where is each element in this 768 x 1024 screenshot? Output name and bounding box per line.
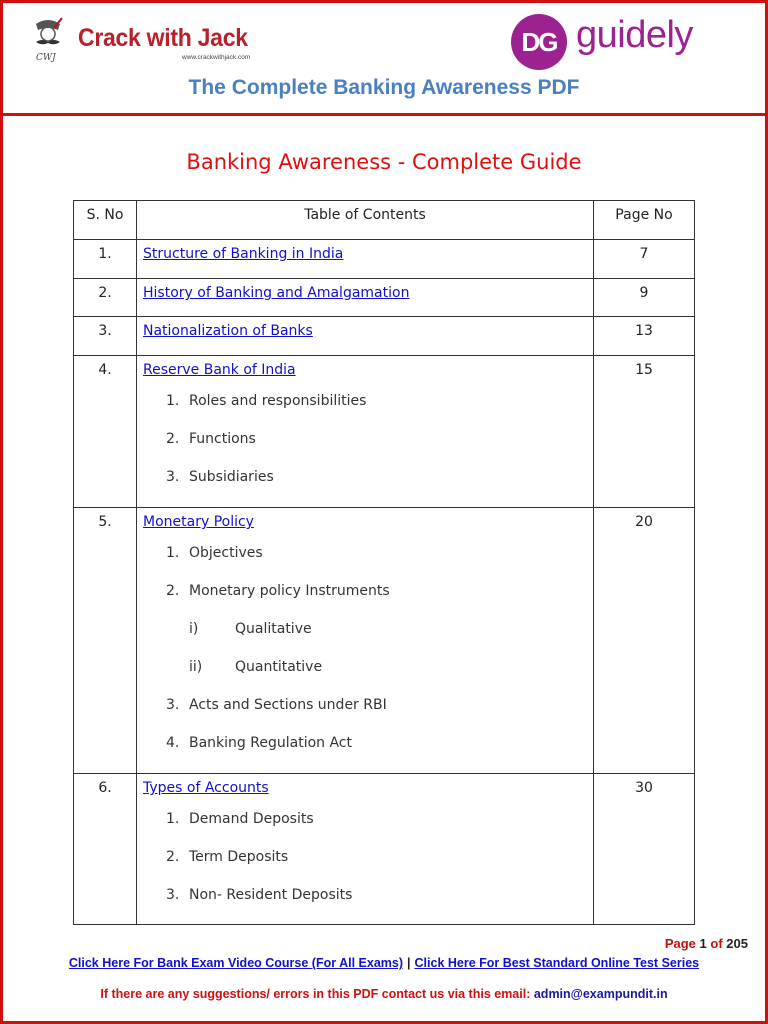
row-page-number: 9 [594, 279, 695, 317]
row-topic [137, 508, 594, 774]
subtopic-item [143, 420, 593, 458]
subtopic-number: 1. [166, 545, 180, 561]
table-of-contents [73, 200, 695, 925]
subtopic-item [143, 382, 593, 420]
topic-link[interactable]: Nationalization of Banks [143, 323, 313, 339]
table-row [74, 774, 695, 925]
row-number: 6. [74, 774, 137, 925]
subtopic-text: Term Deposits [189, 849, 289, 865]
subtopic-text: Functions [189, 431, 256, 447]
table-row [74, 240, 695, 279]
contact-text: If there are any suggestions/ errors in this PDF contact us via this email: [100, 987, 531, 1001]
subtopic-text: Monetary policy Instruments [189, 583, 390, 599]
subtopic-number: 3. [166, 469, 180, 485]
row-page-number: 7 [594, 240, 695, 279]
subtopic-text: Demand Deposits [189, 811, 314, 827]
subtopic-text: Quantitative [235, 659, 323, 675]
topic-link[interactable]: Monetary Policy [143, 514, 254, 530]
video-course-link[interactable]: Click Here For Bank Exam Video Course (For All Exams) [68, 956, 404, 970]
subtopic-number: i) [189, 621, 199, 637]
subtopic-text: Subsidiaries [189, 469, 274, 485]
subtopic-number: 1. [166, 811, 180, 827]
subtopic-item [143, 534, 593, 572]
page-total: 205 [726, 936, 748, 951]
subtopic-text: Acts and Sections under RBI [189, 697, 387, 713]
subtopic-text: Objectives [189, 545, 263, 561]
topic-link[interactable]: Reserve Bank of India [143, 362, 296, 378]
row-number: 1. [74, 240, 137, 279]
subtopic-item [143, 876, 593, 914]
subtopic-item [143, 648, 593, 686]
subtopic-text: Banking Regulation Act [189, 735, 352, 751]
subtopic-item [143, 724, 593, 762]
guidely-logo-icon [511, 14, 567, 70]
subtopic-number: 2. [166, 431, 180, 447]
subtopic-item [143, 686, 593, 724]
header-sno: S. No [74, 201, 137, 240]
guidely-brand: guidely [576, 14, 693, 56]
table-row [74, 508, 695, 774]
subtopic-item [143, 610, 593, 648]
subtopic-text: Qualitative [235, 621, 312, 637]
table-row [74, 317, 695, 356]
row-number: 3. [74, 317, 137, 356]
page-of: of [710, 936, 723, 951]
subtopic-number: 4. [166, 735, 180, 751]
header-page: Page No [594, 201, 695, 240]
row-page-number: 30 [594, 774, 695, 925]
footer-separator: | [407, 956, 411, 970]
row-number: 2. [74, 279, 137, 317]
subtopic-number: 3. [166, 697, 180, 713]
header-divider [3, 113, 765, 116]
row-page-number: 13 [594, 317, 695, 356]
document-title: The Complete Banking Awareness PDF [188, 76, 580, 99]
table-header-row [74, 201, 695, 240]
crack-with-jack-url[interactable]: www.crackwithjack.com [182, 54, 251, 61]
subtopic-number: 2. [166, 583, 180, 599]
topic-link[interactable]: Types of Accounts [143, 780, 269, 796]
topic-link[interactable]: Structure of Banking in India [143, 246, 344, 262]
page-current: 1 [699, 936, 707, 951]
row-number: 5. [74, 508, 137, 774]
row-topic [137, 317, 594, 356]
crack-with-jack-brand: Crack with Jack [78, 24, 248, 52]
subtopic-number: ii) [189, 659, 203, 675]
table-row [74, 279, 695, 317]
footer-contact [0, 987, 768, 1001]
subtopic-number: 1. [166, 393, 180, 409]
test-series-link[interactable]: Click Here For Best Standard Online Test Series [414, 956, 700, 970]
subtopic-item [143, 800, 593, 838]
subtopic-number: 3. [166, 887, 180, 903]
row-page-number: 20 [594, 508, 695, 774]
subtopic-item [143, 572, 593, 610]
crack-with-jack-logo-icon [28, 14, 68, 62]
header-contents: Table of Contents [137, 201, 594, 240]
cwj-monogram: CWJ [36, 53, 56, 62]
guidely-badge-text: DG [521, 26, 557, 57]
topic-link[interactable]: History of Banking and Amalgamation [143, 285, 410, 301]
row-topic [137, 279, 594, 317]
row-number: 4. [74, 356, 137, 508]
row-page-number: 15 [594, 356, 695, 508]
subtopic-item [143, 838, 593, 876]
page-label: Page [664, 936, 696, 951]
footer-links [0, 956, 768, 970]
subtopic-text: Non- Resident Deposits [189, 887, 353, 903]
row-topic [137, 356, 594, 508]
row-topic [137, 240, 594, 279]
subtopic-number: 2. [166, 849, 180, 865]
contact-email-link[interactable]: admin@exampundit.in [533, 987, 668, 1001]
subtopic-text: Roles and responsibilities [189, 393, 367, 409]
subtopic-item [143, 458, 593, 496]
table-row [74, 356, 695, 508]
page-number [665, 936, 748, 951]
guide-title: Banking Awareness - Complete Guide [186, 150, 582, 174]
row-topic [137, 774, 594, 925]
